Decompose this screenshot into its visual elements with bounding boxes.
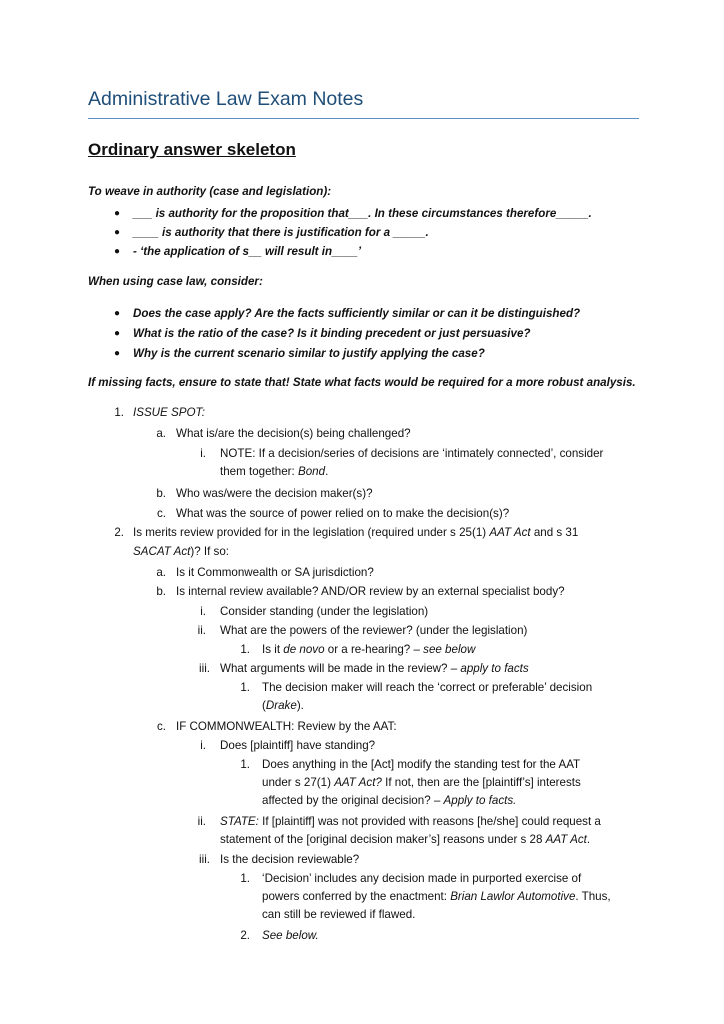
- list-item-text: [133, 543, 229, 561]
- list-item-text: The decision maker will reach the ‘correct or preferable’ decision: [262, 681, 593, 694]
- text-run: Is it: [262, 643, 284, 656]
- list-item-text: [262, 641, 475, 659]
- text-run: statement of the [original decision maker’s] reasons under s 28: [220, 833, 546, 846]
- list-item-text: ‘Decision’ includes any decision made in purported exercise of: [262, 872, 582, 885]
- text-run: If not, then are the [plaintiff’s] interests: [381, 776, 581, 789]
- list-item-text: [133, 524, 578, 542]
- act-name: AAT Act: [545, 833, 587, 846]
- list-number: 1.: [240, 681, 250, 694]
- caselaw-intro: When using case law, consider:: [88, 275, 263, 288]
- bullet-icon: ●: [114, 348, 121, 359]
- list-roman: iii.: [199, 662, 210, 675]
- text-run: )? If so:: [190, 545, 230, 558]
- list-letter: b.: [156, 585, 166, 598]
- list-number: 2.: [240, 929, 250, 942]
- case-name: Drake: [265, 699, 297, 712]
- list-item-text: [262, 774, 581, 792]
- instruction: STATE:: [220, 815, 259, 828]
- caselaw-bullet-2: What is the ratio of the case? Is it binding precedent or just persuasive?: [133, 327, 531, 340]
- list-number: 1.: [240, 643, 250, 656]
- bullet-icon: ●: [114, 227, 121, 238]
- list-item-text: Is the decision reviewable?: [220, 853, 360, 866]
- text-run: . Thus,: [575, 890, 611, 903]
- weave-bullet-1: ___ is authority for the proposition that___. In these circumstances therefore_____.: [133, 207, 592, 220]
- case-name: Bond: [297, 465, 326, 478]
- list-roman: ii.: [197, 815, 206, 828]
- list-number: 1.: [240, 758, 250, 771]
- list-item-text: Is it Commonwealth or SA jurisdiction?: [176, 566, 374, 579]
- instruction: Apply to facts.: [443, 794, 517, 807]
- text-run: ).: [296, 699, 304, 712]
- text-run: (: [262, 699, 266, 712]
- list-roman: i.: [200, 447, 206, 460]
- case-name: Brian Lawlor Automotive: [450, 890, 576, 903]
- list-letter: c.: [156, 507, 166, 520]
- cross-reference: see below: [423, 643, 476, 656]
- list-item-text: NOTE: If a decision/series of decisions are ‘intimately connected’, consider: [220, 447, 604, 460]
- list-item-text: IF COMMONWEALTH: Review by the AAT:: [176, 720, 397, 733]
- list-item-text: [220, 831, 590, 849]
- list-roman: iii.: [199, 853, 210, 866]
- list-item-text: [220, 660, 529, 678]
- list-letter: b.: [156, 487, 166, 500]
- list-item-text: Does [plaintiff] have standing?: [220, 739, 376, 752]
- list-roman: i.: [200, 739, 206, 752]
- list-item-text: can still be reviewed if flawed.: [262, 908, 416, 921]
- instruction: apply to facts: [460, 662, 529, 675]
- caselaw-bullet-3: Why is the current scenario similar to justify applying the case?: [133, 347, 485, 360]
- section-heading: Ordinary answer skeleton: [88, 140, 296, 159]
- list-letter: c.: [156, 720, 166, 733]
- text-run: .: [325, 465, 329, 478]
- list-item-text: [220, 463, 328, 481]
- text-run: Is merits review provided for in the legislation (required under s 25(1): [133, 526, 490, 539]
- act-name: AAT Act: [489, 526, 531, 539]
- list-item-text: Is internal review available? AND/OR review by an external specialist body?: [176, 585, 565, 598]
- cross-reference: See below.: [262, 929, 319, 942]
- list-item-text: Consider standing (under the legislation): [220, 605, 429, 618]
- list-item-text: What are the powers of the reviewer? (under the legislation): [220, 624, 528, 637]
- latin-term: de novo: [283, 643, 325, 656]
- document-title: Administrative Law Exam Notes: [88, 88, 364, 110]
- list-item-text: Who was/were the decision maker(s)?: [176, 487, 373, 500]
- text-run: them together:: [220, 465, 298, 478]
- text-run: .: [586, 833, 591, 846]
- list-roman: ii.: [197, 624, 206, 637]
- text-run: under s 27(1): [262, 776, 335, 789]
- bullet-icon: ●: [114, 246, 121, 257]
- text-run: affected by the original decision? –: [262, 794, 444, 807]
- list-letter: a.: [156, 566, 166, 579]
- missing-facts-note: If missing facts, ensure to state that! State what facts would be required for a more robust analysis.: [88, 376, 636, 389]
- act-name: AAT Act?: [334, 776, 382, 789]
- list-item-text: What was the source of power relied on to make the decision(s)?: [176, 507, 510, 520]
- text-run: and s 31: [530, 526, 579, 539]
- text-run: powers conferred by the enactment:: [262, 890, 451, 903]
- list-letter: a.: [156, 427, 166, 440]
- title-rule: [88, 118, 639, 119]
- act-name: SACAT Act: [133, 545, 191, 558]
- text-run: If [plaintiff] was not provided with reasons [he/she] could request a: [258, 815, 601, 828]
- list-item-text: What is/are the decision(s) being challenged?: [176, 427, 411, 440]
- list-item-text: Does anything in the [Act] modify the standing test for the AAT: [262, 758, 581, 771]
- weave-bullet-2: ____ is authority that there is justification for a _____.: [133, 226, 429, 239]
- text-run: What arguments will be made in the review? –: [220, 662, 461, 675]
- list-item-text: [262, 888, 611, 906]
- caselaw-bullet-1: Does the case apply? Are the facts sufficiently similar or can it be distinguished?: [133, 307, 581, 320]
- list-roman: i.: [200, 605, 206, 618]
- list-number: 1.: [240, 872, 250, 885]
- list-number: 1.: [114, 406, 124, 419]
- text-run: or a re-hearing? –: [324, 643, 424, 656]
- weave-bullet-3: - ‘the application of s__ will result in____’: [133, 245, 362, 258]
- bullet-icon: ●: [114, 328, 121, 339]
- weave-intro: To weave in authority (case and legislation):: [88, 185, 332, 198]
- bullet-icon: ●: [114, 308, 121, 319]
- bullet-icon: ●: [114, 208, 121, 219]
- list-number: 2.: [114, 526, 124, 539]
- list-item-text: [220, 813, 601, 831]
- list-item-text: [262, 697, 304, 715]
- issue-spot-label: ISSUE SPOT:: [133, 406, 205, 419]
- list-item-text: [262, 792, 516, 810]
